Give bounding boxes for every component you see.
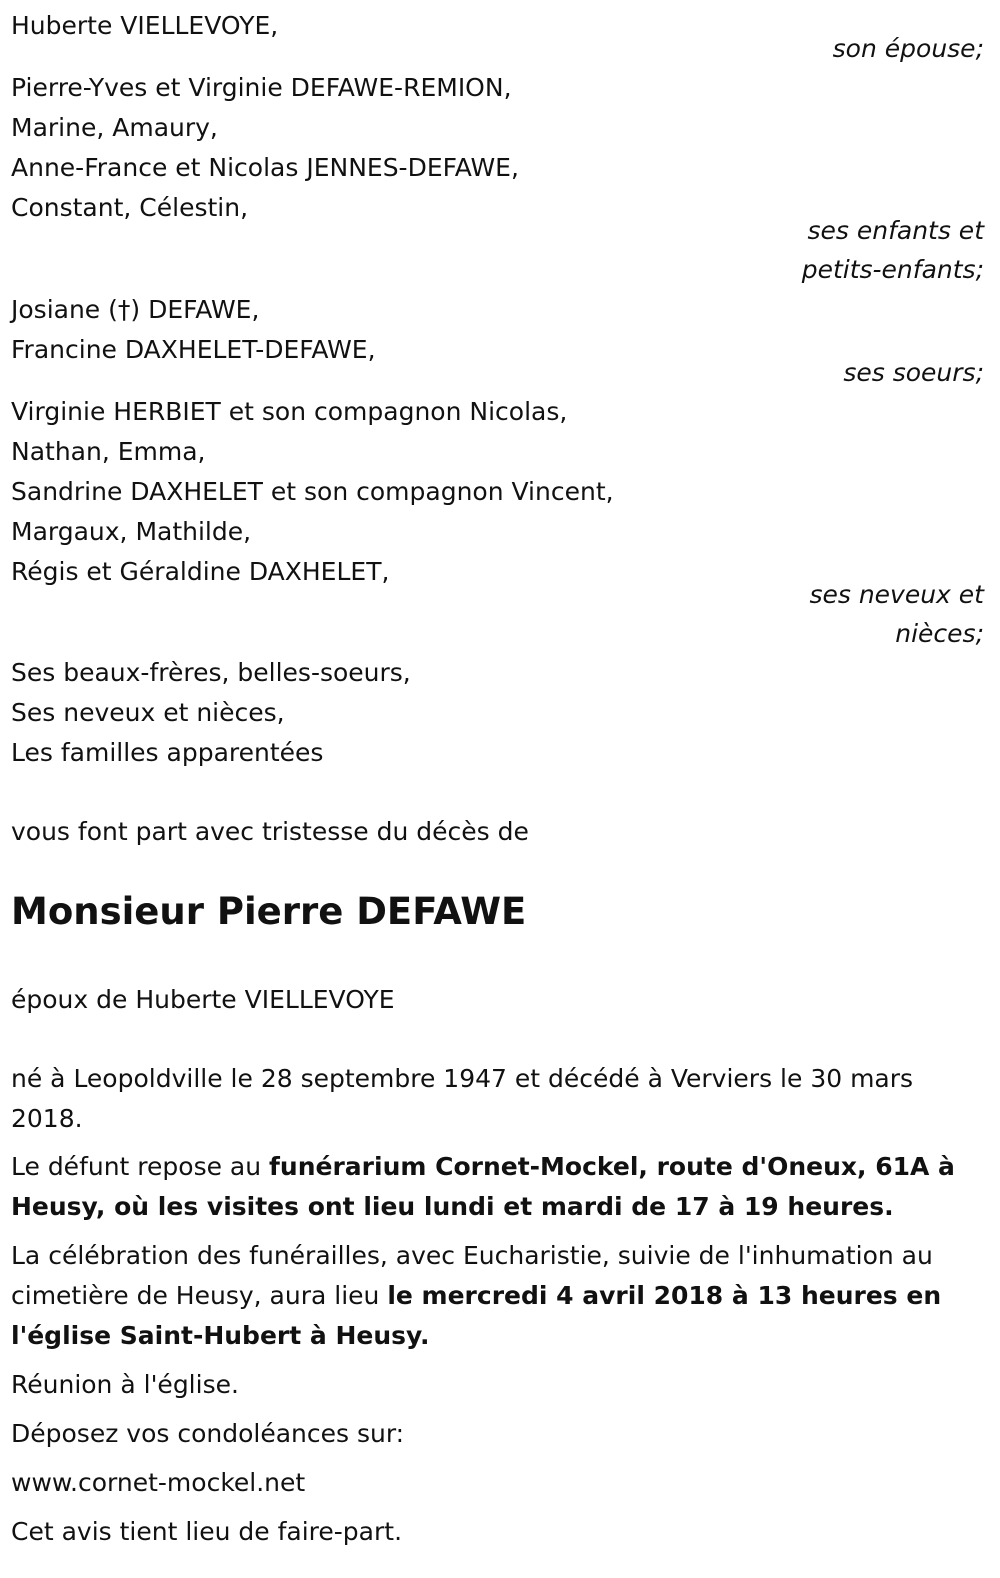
nephew-line: Nathan, Emma,: [11, 437, 206, 466]
spouse-relation: son épouse;: [832, 34, 984, 63]
child-line: Marine, Amaury,: [11, 113, 218, 142]
repose-visits: Heusy, où les visites ont lieu lundi et mardi de 17 à 19 heures.: [11, 1192, 894, 1221]
nephews-relation: ses neveux et: [809, 580, 984, 609]
spouse-of: époux de Huberte VIELLEVOYE: [11, 985, 395, 1014]
nephew-line: Virginie HERBIET et son compagnon Nicolas,: [11, 397, 568, 426]
spouse-name: Huberte VIELLEVOYE,: [11, 11, 279, 40]
ceremony-info: [11, 1281, 941, 1311]
birth-death-info: né à Leopoldville le 28 septembre 1947 et décédé à Verviers le 30 mars: [11, 1064, 914, 1093]
closing-note: Cet avis tient lieu de faire-part.: [11, 1517, 403, 1546]
other-family-line: Ses neveux et nièces,: [11, 698, 285, 727]
sisters-relation: ses soeurs;: [843, 358, 984, 387]
reunion-info: Réunion à l'église.: [11, 1370, 239, 1399]
deceased-name: Monsieur Pierre DEFAWE: [11, 890, 527, 933]
sister-line: Francine DAXHELET-DEFAWE,: [11, 335, 376, 364]
condolences-label: Déposez vos condoléances sur:: [11, 1419, 405, 1448]
nephews-relation: nièces;: [895, 619, 984, 648]
children-relation: ses enfants et: [807, 216, 984, 245]
website-link[interactable]: www.cornet-mockel.net: [11, 1468, 306, 1497]
repose-location: funérarium Cornet-Mockel, route d'Oneux, 61A à: [269, 1152, 955, 1181]
children-relation: petits-enfants;: [801, 255, 984, 284]
child-line: Anne-France et Nicolas JENNES-DEFAWE,: [11, 153, 519, 182]
sister-line: Josiane (†) DEFAWE,: [11, 295, 260, 324]
child-line: Constant, Célestin,: [11, 193, 249, 222]
nephew-line: Margaux, Mathilde,: [11, 517, 252, 546]
other-family-line: Les familles apparentées: [11, 738, 324, 767]
ceremony-place: l'église Saint-Hubert à Heusy.: [11, 1321, 430, 1350]
repose-info: [11, 1192, 894, 1222]
ceremony-info: [11, 1321, 430, 1351]
announcement: vous font part avec tristesse du décès de: [11, 817, 529, 846]
ceremony-prefix: cimetière de Heusy, aura lieu: [11, 1281, 388, 1310]
nephew-line: Régis et Géraldine DAXHELET,: [11, 557, 390, 586]
child-line: Pierre-Yves et Virginie DEFAWE-REMION,: [11, 73, 512, 102]
repose-info: [11, 1152, 955, 1182]
repose-prefix: Le défunt repose au: [11, 1152, 270, 1181]
ceremony-info: La célébration des funérailles, avec Eucharistie, suivie de l'inhumation au: [11, 1241, 933, 1270]
birth-death-info: 2018.: [11, 1104, 83, 1133]
ceremony-date: le mercredi 4 avril 2018 à 13 heures en: [387, 1281, 942, 1310]
nephew-line: Sandrine DAXHELET et son compagnon Vincent,: [11, 477, 614, 506]
other-family-line: Ses beaux-frères, belles-soeurs,: [11, 658, 411, 687]
